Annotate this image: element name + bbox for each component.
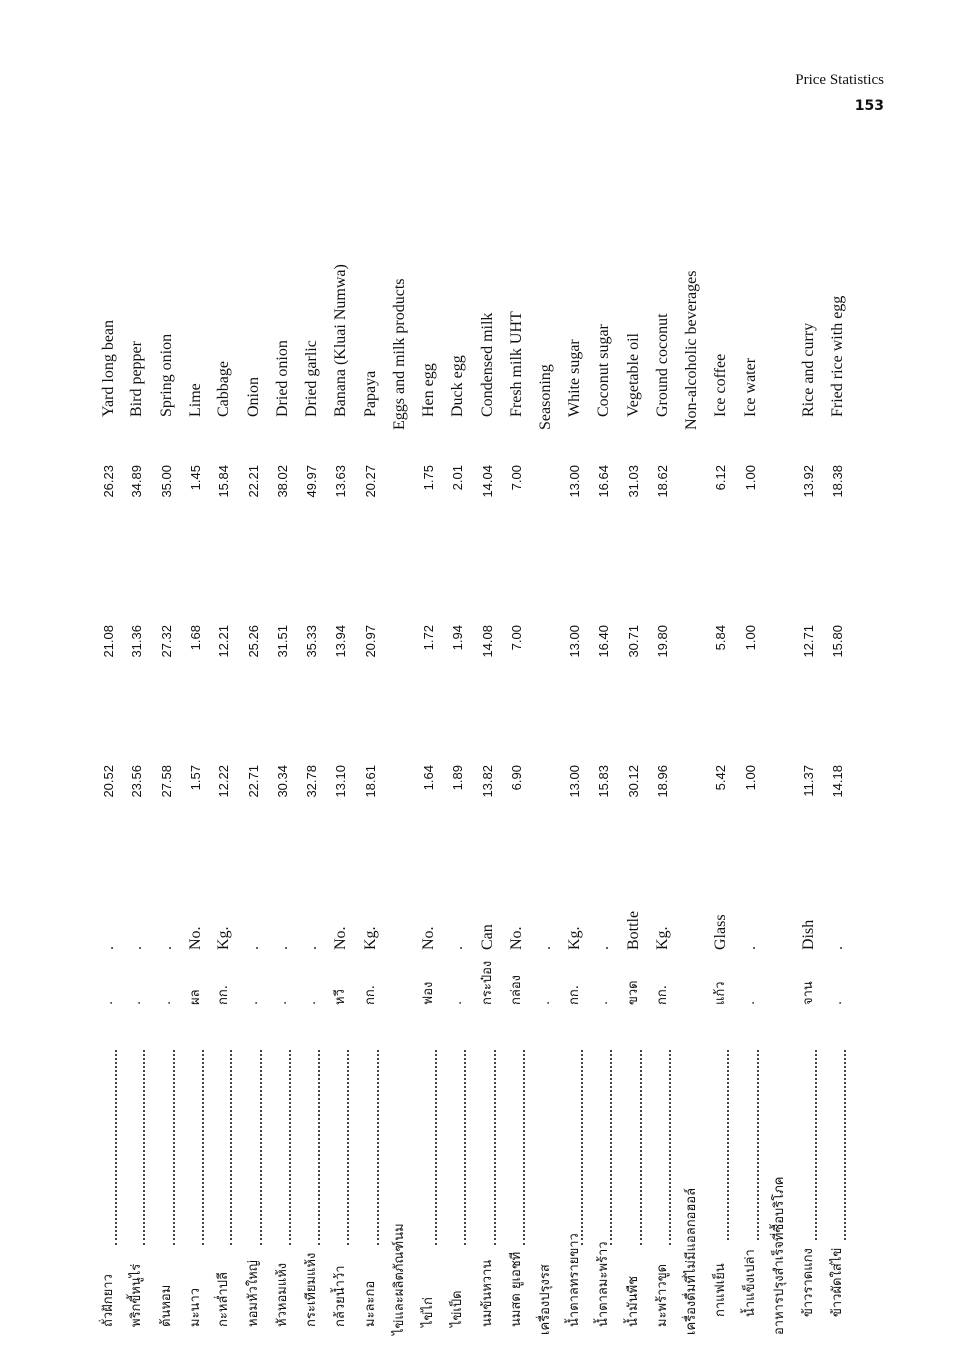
price-col-3 [678, 465, 706, 535]
price-col-3: 13.00 [567, 465, 582, 498]
item-name-thai: มะละกอ [363, 1280, 378, 1327]
table-row [474, 235, 502, 1335]
item-name-thai: กะหล่ำปลี [216, 1272, 231, 1327]
dot-leader [757, 1050, 759, 1240]
item-name-english: Dried onion [274, 340, 291, 417]
dot-leader [815, 1050, 817, 1240]
item-name-thai: น้ำมันพืช [626, 1275, 641, 1327]
price-col-2: 5.84 [713, 625, 728, 651]
unit-english: Kg. [566, 926, 583, 950]
dot-leader [260, 1050, 262, 1245]
item-name-english: White sugar [566, 339, 583, 417]
price-col-3 [532, 465, 560, 535]
item-name-thai: มะนาว [188, 1287, 203, 1327]
price-col-3: 13.63 [333, 465, 348, 498]
price-col-3: 18.62 [655, 465, 670, 498]
item-name-english: Cabbage [215, 361, 232, 417]
price-col-2: 19.80 [655, 625, 670, 658]
price-col-3: 34.89 [129, 465, 144, 498]
price-col-1: 23.56 [129, 765, 144, 798]
unit-english: . [829, 946, 846, 950]
item-name-thai: น้ำตาลทรายขาว [567, 1233, 582, 1327]
price-col-2: 1.00 [743, 625, 758, 651]
price-col-1: 18.61 [363, 765, 378, 798]
item-name-english: Fried rice with egg [829, 295, 846, 417]
item-name-thai: หอมหัวใหญ่ [246, 1260, 261, 1327]
table-row [590, 235, 618, 1335]
item-name-english: Coconut sugar [595, 324, 612, 417]
unit-english: No. [187, 926, 204, 950]
page-number: 153 [854, 98, 884, 114]
unit-thai: กก. [216, 985, 231, 1005]
price-col-2 [386, 625, 414, 695]
item-name-thai: น้ำตาลมะพร้าว [596, 1241, 611, 1327]
price-col-2: 12.21 [216, 625, 231, 658]
table-row [357, 235, 385, 1335]
unit-english: Dish [800, 919, 817, 950]
unit-thai: . [101, 1000, 116, 1005]
unit-thai: กระป๋อง [480, 960, 495, 1005]
dot-leader [727, 1050, 729, 1240]
item-name-english: Duck egg [449, 355, 466, 417]
unit-thai: ผล [188, 989, 203, 1005]
unit-english [766, 830, 794, 950]
item-name-thai: กาแฟเย็น [713, 1263, 728, 1317]
price-col-1: 6.90 [509, 765, 524, 791]
unit-english: . [537, 946, 554, 950]
price-col-3: 26.23 [101, 465, 116, 498]
price-col-1: 30.34 [275, 765, 290, 798]
price-col-1: 1.89 [450, 765, 465, 791]
item-name-english: Yard long bean [100, 319, 117, 417]
price-col-3: 14.04 [480, 465, 495, 498]
price-col-1: 27.58 [159, 765, 174, 798]
unit-thai: หวี [333, 989, 348, 1005]
unit-thai [386, 950, 414, 1005]
price-col-2: 13.00 [567, 625, 582, 658]
price-col-2: 31.36 [129, 625, 144, 658]
table-row [444, 235, 472, 1335]
unit-english: . [274, 946, 291, 950]
unit-thai: กก. [655, 985, 670, 1005]
unit-thai [678, 950, 706, 1005]
item-name-thai: นมข้นหวาน [480, 1259, 495, 1327]
dot-leader [581, 1050, 583, 1245]
item-name-thai: ไข่เป็ด [450, 1290, 465, 1327]
table-row [182, 235, 210, 1335]
unit-thai: . [743, 1000, 758, 1005]
item-name-english: Papaya [362, 370, 379, 417]
unit-thai: . [275, 1000, 290, 1005]
price-col-1: 30.12 [626, 765, 641, 798]
item-name-english: Hen egg [420, 363, 437, 417]
price-col-1 [532, 765, 560, 835]
table-row [327, 235, 355, 1335]
price-col-1: 20.52 [101, 765, 116, 798]
price-col-2: 7.00 [509, 625, 524, 651]
dot-leader [640, 1050, 642, 1245]
table-row [269, 235, 297, 1335]
price-col-3: 7.00 [509, 465, 524, 491]
table-row [678, 235, 706, 1335]
unit-english [678, 830, 706, 950]
unit-thai: . [830, 1000, 845, 1005]
dot-leader [494, 1050, 496, 1245]
item-name-english: Fresh milk UHT [508, 311, 525, 417]
price-col-1: 32.78 [304, 765, 319, 798]
price-col-1: 1.00 [743, 765, 758, 791]
price-col-1: 13.00 [567, 765, 582, 798]
unit-thai: . [129, 1000, 144, 1005]
table-row [503, 235, 531, 1335]
item-name-thai: ไข่และผลิตภัณฑ์นม [392, 1223, 407, 1335]
item-name-english: Lime [187, 383, 204, 417]
price-col-1 [386, 765, 414, 835]
dot-leader [435, 1050, 437, 1245]
running-header-title: Price Statistics [795, 72, 884, 88]
item-name-thai: พริกขี้หนูไร่ [129, 1263, 144, 1327]
dot-leader [464, 1050, 466, 1245]
price-col-2: 13.94 [333, 625, 348, 658]
price-col-1: 1.57 [188, 765, 203, 791]
unit-english: Bottle [625, 910, 642, 950]
price-col-1: 15.83 [596, 765, 611, 798]
dot-leader [844, 1050, 846, 1240]
unit-english: . [742, 946, 759, 950]
unit-thai: จาน [801, 981, 816, 1005]
price-col-3: 1.75 [421, 465, 436, 491]
item-name-english: Banana (Kluai Numwa) [332, 264, 349, 417]
price-col-2: 16.40 [596, 625, 611, 658]
price-col-2: 21.08 [101, 625, 116, 658]
unit-english: Kg. [362, 926, 379, 950]
unit-thai: กล่อง [509, 975, 524, 1005]
price-col-2: 30.71 [626, 625, 641, 658]
price-col-3: 38.02 [275, 465, 290, 498]
item-name-english: Rice and curry [800, 322, 817, 417]
price-col-3 [386, 465, 414, 535]
item-name-thai: เครื่องดื่มที่ไม่มีแอลกอฮอล์ [684, 1187, 699, 1335]
item-name-english: Ground coconut [654, 313, 671, 417]
item-name-english: Dried garlic [303, 340, 320, 417]
dot-leader [377, 1050, 379, 1245]
price-col-3: 6.12 [713, 465, 728, 491]
price-col-1: 13.82 [480, 765, 495, 798]
price-col-3: 2.01 [450, 465, 465, 491]
unit-thai: . [246, 1000, 261, 1005]
price-col-2: 12.71 [801, 625, 816, 658]
table-row [737, 235, 765, 1335]
price-col-3: 1.45 [188, 465, 203, 491]
price-col-2: 25.26 [246, 625, 261, 658]
dot-leader [143, 1050, 145, 1245]
price-col-2: 27.32 [159, 625, 174, 658]
unit-thai: ขวด [626, 980, 641, 1005]
item-name-thai: กระเทียมแห้ง [304, 1252, 319, 1327]
price-col-2: 1.94 [450, 625, 465, 651]
item-name-english: Vegetable oil [625, 333, 642, 417]
price-col-1 [678, 765, 706, 835]
item-name-thai: กล้วยน้ำว้า [333, 1265, 348, 1327]
price-col-3: 20.27 [363, 465, 378, 498]
dot-leader [523, 1050, 525, 1245]
table-row [766, 235, 794, 1335]
price-col-1: 11.37 [801, 765, 816, 797]
unit-thai: กก. [363, 985, 378, 1005]
price-col-3 [766, 465, 794, 535]
table-row [561, 235, 589, 1335]
table-row [620, 235, 648, 1335]
item-name-thai: นมสด ยูเอชที [509, 1251, 524, 1327]
price-col-1: 18.96 [655, 765, 670, 798]
table-row [707, 235, 735, 1335]
unit-thai [766, 950, 794, 1005]
dot-leader [669, 1050, 671, 1245]
price-col-2: 20.97 [363, 625, 378, 658]
price-col-2 [766, 625, 794, 695]
table-row [532, 235, 560, 1335]
price-col-1: 13.10 [333, 765, 348, 798]
dot-leader [318, 1050, 320, 1245]
item-name-english: Spring onion [158, 333, 175, 417]
item-name-thai: หัวหอมแห้ง [275, 1262, 290, 1327]
item-name-english: Onion [245, 377, 262, 417]
item-name-english: Ice water [742, 357, 759, 417]
unit-english: No. [508, 926, 525, 950]
unit-english: Kg. [215, 926, 232, 950]
item-name-thai: ถั่วฝักยาว [101, 1274, 116, 1327]
item-name-english: Condensed milk [479, 312, 496, 417]
table-row [210, 235, 238, 1335]
price-col-2 [532, 625, 560, 695]
table-row [153, 235, 181, 1335]
table-row [824, 235, 852, 1335]
table-row [123, 235, 151, 1335]
unit-english [386, 830, 414, 950]
price-col-3: 22.21 [246, 465, 261, 498]
unit-english: . [100, 946, 117, 950]
price-col-3: 35.00 [159, 465, 174, 498]
price-col-2: 15.80 [830, 625, 845, 658]
unit-thai: . [596, 1000, 611, 1005]
price-col-3: 16.64 [596, 465, 611, 498]
unit-english: No. [332, 926, 349, 950]
unit-english: Can [479, 924, 496, 950]
item-name-thai: ข้าวราดแกง [801, 1248, 816, 1317]
unit-english: . [449, 946, 466, 950]
price-col-3: 18.38 [830, 465, 845, 498]
unit-thai: . [159, 1000, 174, 1005]
item-name-thai: ต้นหอม [159, 1284, 174, 1327]
price-col-3: 49.97 [304, 465, 319, 498]
price-table [95, 235, 885, 1335]
item-name-thai: น้ำแข็งเปล่า [743, 1249, 758, 1317]
dot-leader [202, 1050, 204, 1245]
price-col-1 [766, 765, 794, 835]
item-name-english: Seasoning [537, 364, 554, 430]
item-name-thai: มะพร้าวขูด [655, 1263, 670, 1327]
item-name-english: Non-alcoholic beverages [683, 270, 700, 430]
table-row [649, 235, 677, 1335]
table-row [386, 235, 414, 1335]
price-col-2: 1.68 [188, 625, 203, 651]
unit-thai: กก. [567, 985, 582, 1005]
dot-leader [289, 1050, 291, 1245]
table-row [415, 235, 443, 1335]
item-name-thai: เครื่องปรุงรส [538, 1264, 553, 1335]
dot-leader [347, 1050, 349, 1245]
unit-thai: . [450, 1000, 465, 1005]
price-col-2: 35.33 [304, 625, 319, 658]
table-row [95, 235, 123, 1335]
unit-english: . [595, 946, 612, 950]
price-col-2 [678, 625, 706, 695]
price-col-2: 31.51 [275, 625, 290, 658]
item-name-english: Eggs and milk products [391, 278, 408, 430]
unit-english: . [128, 946, 145, 950]
item-name-thai: ข้าวผัดใส่ไข่ [830, 1247, 845, 1317]
dot-leader [230, 1050, 232, 1245]
unit-english: . [303, 946, 320, 950]
item-name-english: Ice coffee [712, 353, 729, 417]
unit-thai: . [304, 1000, 319, 1005]
unit-thai: . [538, 1000, 553, 1005]
price-col-3: 1.00 [743, 465, 758, 491]
table-row [795, 235, 823, 1335]
price-col-2: 14.08 [480, 625, 495, 658]
price-col-3: 15.84 [216, 465, 231, 498]
price-col-3: 31.03 [626, 465, 641, 498]
price-col-1: 5.42 [713, 765, 728, 791]
price-col-1: 14.18 [830, 765, 845, 798]
price-col-1: 22.71 [246, 765, 261, 798]
price-col-1: 1.64 [421, 765, 436, 791]
unit-english: Kg. [654, 926, 671, 950]
dot-leader [610, 1050, 612, 1245]
table-row [298, 235, 326, 1335]
price-col-3: 13.92 [801, 465, 816, 498]
unit-english: . [245, 946, 262, 950]
price-col-2: 1.72 [421, 625, 436, 651]
unit-english: . [158, 946, 175, 950]
unit-thai: ฟอง [421, 981, 436, 1005]
item-name-thai: อาหารปรุงสำเร็จที่ซื้อบริโภค [772, 1176, 787, 1335]
item-name-english: Bird pepper [128, 341, 145, 417]
item-name-thai: ไข่ไก่ [421, 1297, 436, 1327]
price-col-1: 12.22 [216, 765, 231, 798]
unit-english: Glass [712, 914, 729, 950]
dot-leader [115, 1050, 117, 1245]
unit-thai: แก้ว [713, 981, 728, 1005]
dot-leader [173, 1050, 175, 1245]
unit-english: No. [420, 926, 437, 950]
table-row [240, 235, 268, 1335]
